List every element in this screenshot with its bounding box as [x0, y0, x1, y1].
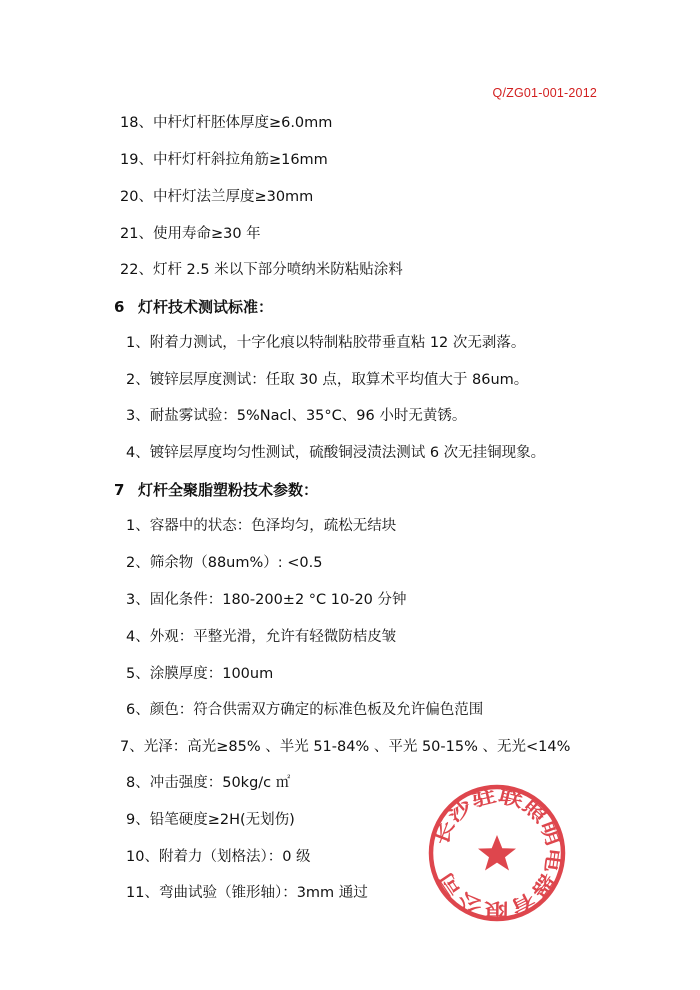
list-item: 3、耐盐雾试验：5%Nacl、35°C、96 小时无黄锈。	[126, 408, 467, 424]
list-item: 3、固化条件：180-200±2 °C 10-20 分钟	[126, 592, 407, 608]
list-item: 10、附着力（划格法）：0 级	[126, 849, 311, 865]
list-item: 2、筛余物（88um%）: <0.5	[126, 555, 323, 571]
list-item: 4、外观：平整光滑，允许有轻微防桔皮皱	[126, 629, 397, 645]
list-item: 9、铅笔硬度≥2H(无划伤)	[126, 812, 295, 828]
list-item: 1、容器中的状态：色泽均匀，疏松无结块	[126, 518, 397, 534]
list-item: 4、镀锌层厚度均匀性测试，硫酸铜浸渍法测试 6 次无挂铜现象。	[126, 445, 546, 461]
document-code: Q/ZG01-001-2012	[492, 86, 597, 100]
list-item: 6、颜色：符合供需双方确定的标准色板及允许偏色范围	[126, 702, 484, 718]
list-item: 22、灯杆 2.5 米以下部分喷纳米防粘贴涂料	[120, 262, 403, 278]
section-title: 灯杆全聚脂塑粉技术参数：	[138, 481, 319, 499]
list-item: 8、冲击强度：50kg/c ㎡	[126, 775, 291, 791]
list-item: 1、附着力测试，十字化痕以特制粘胶带垂直粘 12 次无剥落。	[126, 335, 526, 351]
seal-star-icon	[478, 835, 516, 871]
section-number: 7	[114, 481, 125, 499]
section-title: 灯杆技术测试标准：	[138, 298, 274, 316]
list-item: 18、中杆灯杆胚体厚度≥6.0mm	[120, 115, 333, 131]
list-item: 20、中杆灯法兰厚度≥30mm	[120, 189, 314, 205]
list-item: 5、涂膜厚度：100um	[126, 666, 274, 682]
list-item: 11、弯曲试验（锥形轴）：3mm 通过	[126, 885, 368, 901]
section-heading	[114, 480, 318, 500]
seal-company-text: 长沙驻联照明电器有限公司	[431, 787, 564, 919]
list-item: 19、中杆灯杆斜拉角筋≥16mm	[120, 152, 328, 168]
company-seal-stamp	[427, 783, 567, 923]
list-item: 7、光泽：高光≥85% 、半光 51-84% 、平光 50-15% 、无光<14%	[120, 739, 571, 755]
section-heading	[114, 297, 273, 317]
list-item: 2、镀锌层厚度测试：任取 30 点，取算术平均值大于 86um。	[126, 372, 529, 388]
list-item: 21、使用寿命≥30 年	[120, 226, 261, 242]
section-number: 6	[114, 298, 125, 316]
